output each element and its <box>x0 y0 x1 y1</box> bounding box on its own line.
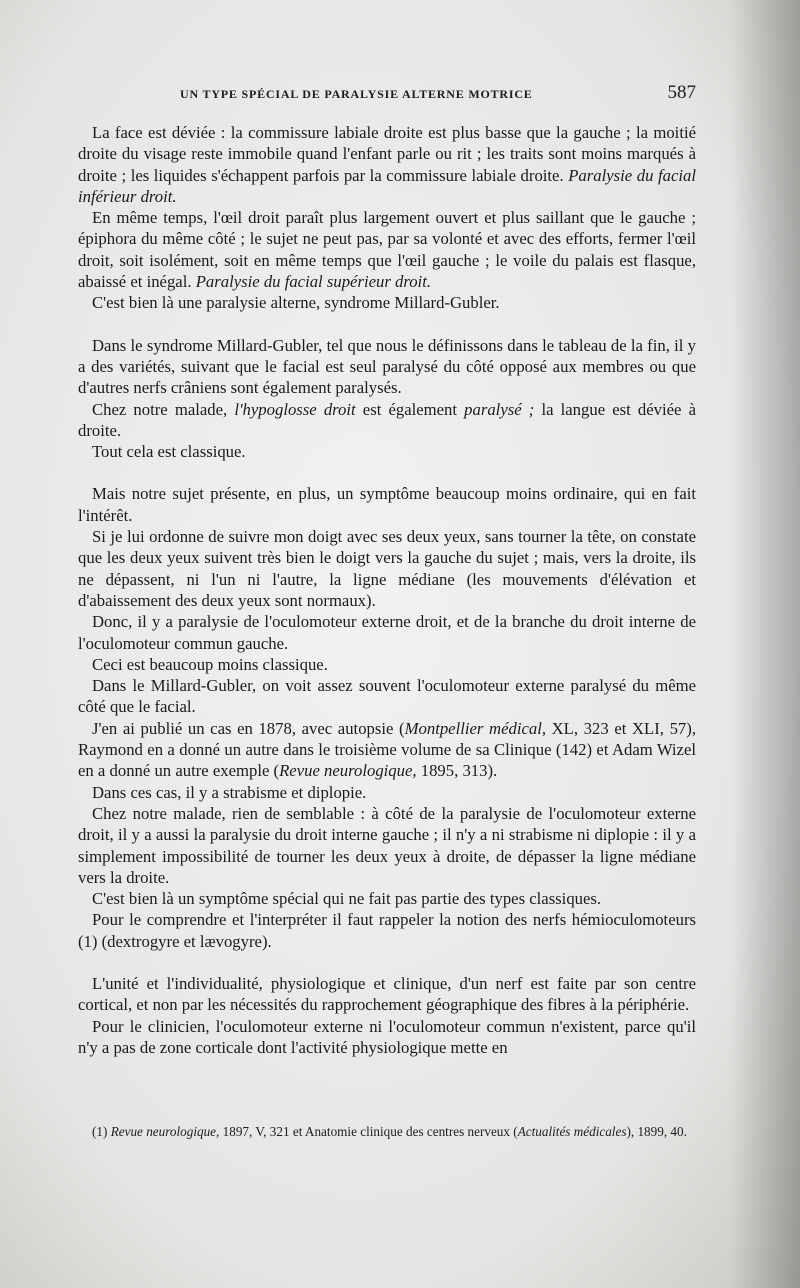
paragraph <box>78 675 696 718</box>
paragraph <box>78 1016 696 1059</box>
body-text <box>78 122 696 1058</box>
paragraph <box>78 654 696 675</box>
text-run: En même temps, l'œil droit paraît plus largement ouvert et plus saillant que le gauche ; épiphora du même côté ; le sujet ne peut pas, par sa volonté et avec des efforts, fermer l'œil droit, soit isolément, soit en même temps que l'œil gauche ; le voile du palais est flasque, abaissé et inégal. <box>78 208 696 292</box>
text-run: Si je lui ordonne de suivre mon doigt avec ses deux yeux, sans tourner la tête, on constate que les deux yeux suivent très bien le doigt vers la gauche du sujet ; mais, vers la droite, ils ne dépassent, ni l'un ni l'autre, la ligne médiane (les mouvements d'élévation et d'abaissement des deux yeux sont normaux). <box>78 527 696 610</box>
text-run: est également <box>355 399 465 419</box>
text-run: Tout cela est classique. <box>92 442 246 462</box>
paragraph <box>78 611 696 654</box>
paragraph <box>78 526 696 611</box>
footnote <box>78 1123 696 1141</box>
page-edge-shadow <box>730 0 800 1288</box>
text-run: J'en ai publié un cas en 1878, avec autopsie ( <box>92 718 405 738</box>
page-number: 587 <box>667 82 696 103</box>
paragraph <box>78 122 696 207</box>
text-run: Pour le clinicien, l'oculomoteur externe ni l'oculomoteur commun n'existent, parce qu'il n'y a pas de zone corticale dont l'activité physiologique mette en <box>78 1016 696 1057</box>
paragraph <box>78 399 696 442</box>
italic-text: Montpellier médical, <box>404 718 547 738</box>
italic-text: l'hypoglosse droit <box>234 399 356 419</box>
paragraph <box>78 483 696 526</box>
text-run: L'unité et l'individualité, physiologique et clinique, d'un nerf est faite par son centre cortical, et non par les nécessités du rapprochement géographique des fibres à la périphérie. <box>78 973 696 1015</box>
paragraph <box>78 207 696 292</box>
italic-text: paralysé ; <box>464 399 535 419</box>
paragraph <box>78 909 696 952</box>
paragraph <box>78 441 696 462</box>
paragraph <box>78 803 696 888</box>
text-run: Chez notre malade, <box>92 399 235 419</box>
text-run: C'est bien là une paralysie alterne, syndrome Millard-Gubler. <box>92 293 500 313</box>
text-run: XL, 323 et XLI, 57), Raymond en a donné un autre dans le troisième volume de sa Clinique (142) et Adam Wizel en a donné un autre exemple ( <box>78 718 696 781</box>
text-run: Chez notre malade, rien de semblable : à côté de la paralysie de l'oculomoteur externe droit, il y a aussi la paralysie du droit interne gauche ; il n'y a ni strabisme ni diplopie : il y a simplement impossibilité de tourner les deux yeux à droite, de dépasser la ligne médiane vers la droite. <box>78 803 696 887</box>
page-header <box>78 83 696 107</box>
text-run: Dans ces cas, il y a strabisme et diplopie. <box>92 782 367 802</box>
text-run: Donc, il y a paralysie de l'oculomoteur externe droit, et de la branche du droit interne de l'oculomoteur commun gauche. <box>78 612 696 653</box>
text-run: Pour le comprendre et l'interpréter il faut rappeler la notion des nerfs hémioculomoteurs (1) (dextrogyre et lævogyre). <box>78 910 696 951</box>
italic-text: Revue neurologique, <box>279 761 417 781</box>
paragraph <box>78 292 696 313</box>
running-title: UN TYPE SPÉCIAL DE PARALYSIE ALTERNE MOTRICE <box>180 87 533 101</box>
text-run: C'est bien là un symptôme spécial qui ne fait pas partie des types classiques. <box>92 889 602 909</box>
paragraph <box>78 782 696 803</box>
text-run: la langue est déviée à droite. <box>78 399 696 440</box>
paragraph <box>78 335 696 399</box>
text-run: Mais notre sujet présente, en plus, un symptôme beaucoup moins ordinaire, qui en fait l'intérêt. <box>78 484 696 525</box>
text-run: La face est déviée : la commissure labiale droite est plus basse que la gauche ; la moitié droite du visage reste immobile quand l'enfant parle ou rit ; les traits sont moins marqués à droite ; les liquides s'échappent parfois par la commissure labiale droite. <box>78 123 696 185</box>
text-run: Dans le Millard-Gubler, on voit assez souvent l'oculomoteur externe paralysé du même côté que le facial. <box>78 676 696 717</box>
paragraph <box>78 888 696 909</box>
italic-text: Paralysie du facial supérieur droit. <box>195 272 432 292</box>
text-run: 1895, 313). <box>416 761 498 781</box>
text-run: Dans le syndrome Millard-Gubler, tel que nous le définissons dans le tableau de la fin, il y a des variétés, suivant que le facial est seul paralysé du côté opposé aux membres ou que d'autres nerfs crâniens sont également paralysés. <box>78 335 696 398</box>
paragraph <box>78 718 696 782</box>
text-run: 1897, V, 321 et Anatomie clinique des centres nerveux ( <box>219 1124 518 1139</box>
italic-text: Paralysie du facial inférieur droit. <box>78 165 696 206</box>
italic-text: Actualités médicales <box>517 1124 627 1139</box>
text-run: ), 1899, 40. <box>626 1124 687 1139</box>
text-run: (1) <box>92 1124 111 1139</box>
paragraph <box>78 973 696 1016</box>
italic-text: Revue neurologique, <box>110 1124 220 1139</box>
text-run: Ceci est beaucoup moins classique. <box>92 654 328 674</box>
footnote-text <box>78 1123 696 1141</box>
